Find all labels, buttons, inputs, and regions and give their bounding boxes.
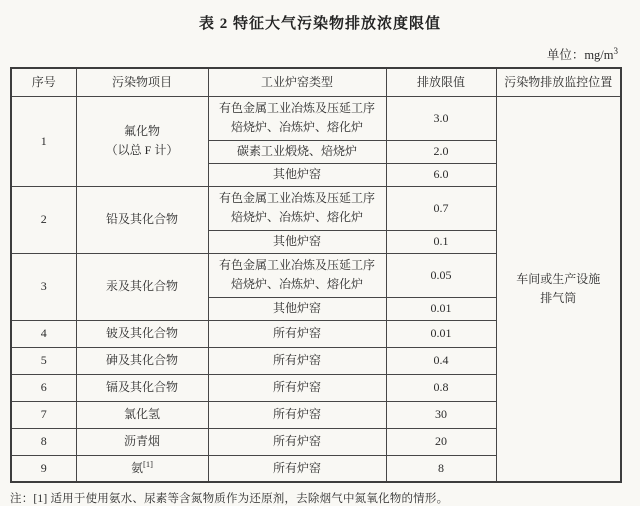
pollutant-cell: 氯化氢 — [76, 401, 208, 428]
unit-text: 单位：mg/m — [546, 48, 614, 62]
table-header-row — [11, 68, 621, 96]
serial-cell: 7 — [11, 401, 76, 428]
limit-cell: 3.0 — [386, 96, 496, 140]
furnace-type-cell: 所有炉窑 — [208, 320, 386, 347]
unit-label — [0, 45, 640, 63]
serial-cell: 3 — [11, 253, 76, 320]
pollutant-cell: 铅及其化合物 — [76, 186, 208, 253]
serial-cell: 1 — [11, 96, 76, 186]
serial-cell: 4 — [11, 320, 76, 347]
header-pollutant-item: 污染物项目 — [76, 68, 208, 96]
furnace-type-cell: 其他炉窑 — [208, 230, 386, 253]
furnace-type-cell: 碳素工业煅烧、焙烧炉 — [208, 140, 386, 163]
table-title: 表 2 特征大气污染物排放浓度限值 — [198, 16, 441, 32]
furnace-type-cell: 所有炉窑 — [208, 347, 386, 374]
monitoring-line1: 车间或生产设施 — [516, 272, 601, 287]
pollutant-limits-table — [10, 67, 622, 483]
pollutant-cell: 砷及其化合物 — [76, 347, 208, 374]
header-emission-limit: 排放限值 — [386, 68, 496, 96]
footnote: 注：[1] 适用于使用氨水、尿素等含氮物质作为还原剂，去除烟气中氮氧化物的情形。 — [10, 493, 449, 505]
furnace-type-cell: 其他炉窑 — [208, 163, 386, 186]
serial-cell: 9 — [11, 455, 76, 482]
pollutant-cell — [76, 455, 208, 482]
pollutant-cell: 镉及其化合物 — [76, 374, 208, 401]
furnace-type-cell: 有色金属工业冶炼及压延工序焙烧炉、冶炼炉、熔化炉 — [208, 96, 386, 140]
limit-cell: 0.1 — [386, 230, 496, 253]
pollutant-name: 氨 — [131, 461, 144, 476]
limit-cell: 20 — [386, 428, 496, 455]
furnace-type-cell: 其他炉窑 — [208, 297, 386, 320]
footnote-marker: [1] — [143, 459, 153, 470]
serial-cell: 8 — [11, 428, 76, 455]
unit-superscript: 3 — [613, 45, 618, 56]
pollutant-name-line2: （以总 F 计） — [105, 143, 179, 157]
pollutant-cell: 铍及其化合物 — [76, 320, 208, 347]
limit-cell: 0.05 — [386, 253, 496, 297]
header-monitoring-position: 污染物排放监控位置 — [496, 68, 621, 96]
limit-cell: 0.8 — [386, 374, 496, 401]
pollutant-name-line1: 氟化物 — [123, 124, 160, 139]
table-row — [11, 96, 621, 140]
serial-cell: 5 — [11, 347, 76, 374]
serial-cell: 2 — [11, 186, 76, 253]
header-furnace-type: 工业炉窑类型 — [208, 68, 386, 96]
pollutant-cell: 沥青烟 — [76, 428, 208, 455]
monitoring-position-cell — [496, 96, 621, 482]
furnace-type-cell: 有色金属工业冶炼及压延工序焙烧炉、冶炼炉、熔化炉 — [208, 186, 386, 230]
pollutant-cell: 汞及其化合物 — [76, 253, 208, 320]
limit-cell: 30 — [386, 401, 496, 428]
limit-cell: 0.7 — [386, 186, 496, 230]
furnace-type-cell: 所有炉窑 — [208, 401, 386, 428]
furnace-type-cell: 所有炉窑 — [208, 455, 386, 482]
furnace-type-cell: 有色金属工业冶炼及压延工序焙烧炉、冶炼炉、熔化炉 — [208, 253, 386, 297]
monitoring-line2: 排气筒 — [540, 290, 577, 305]
pollutant-cell — [76, 96, 208, 186]
limit-cell: 6.0 — [386, 163, 496, 186]
serial-cell: 6 — [11, 374, 76, 401]
limit-cell: 0.01 — [386, 320, 496, 347]
limit-cell: 0.01 — [386, 297, 496, 320]
limit-cell: 2.0 — [386, 140, 496, 163]
furnace-type-cell: 所有炉窑 — [208, 428, 386, 455]
furnace-type-cell: 所有炉窑 — [208, 374, 386, 401]
limit-cell: 8 — [386, 455, 496, 482]
limit-cell: 0.4 — [386, 347, 496, 374]
header-serial-number: 序号 — [11, 68, 76, 96]
